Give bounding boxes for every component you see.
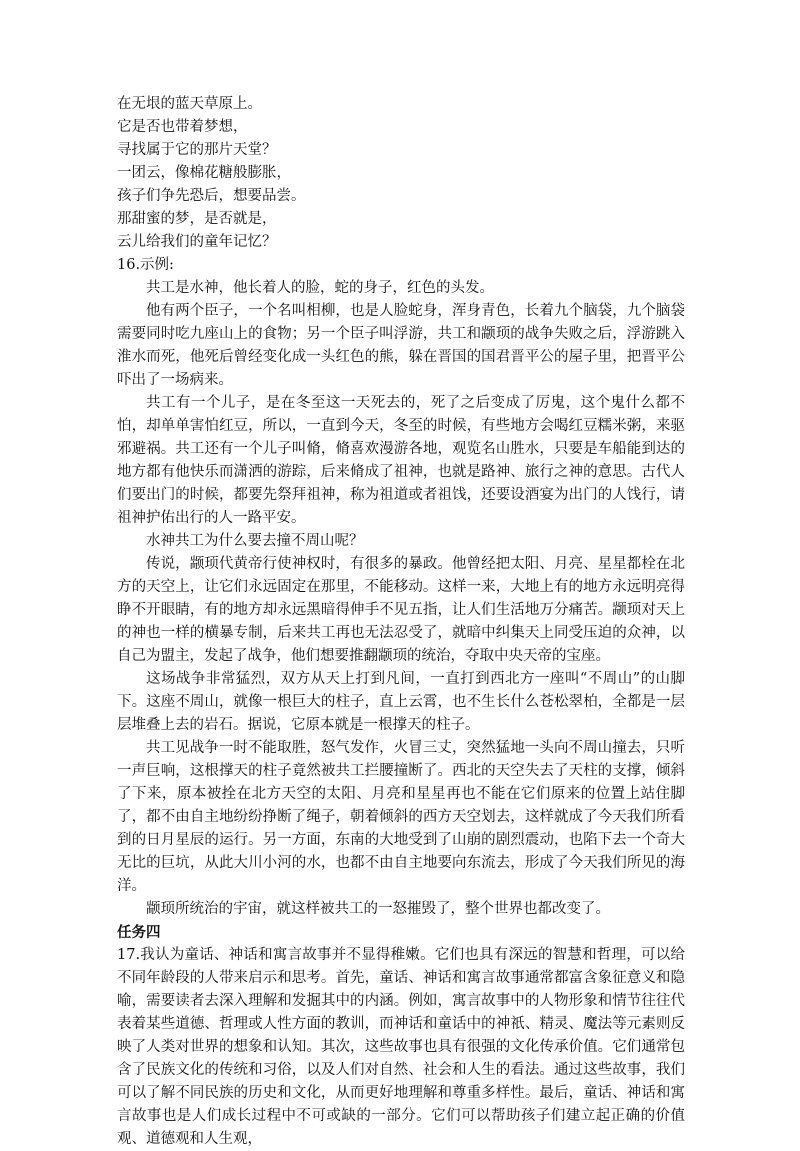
paragraph: 他有两个臣子，一个名叫相柳，也是人脸蛇身，浑身青色，长着九个脑袋，九个脑袋需要同时吃九座山上的食物；另一个臣子叫浮游，共工和颛顼的战争失败之后，浮游跳入淮水而死，他死后曾经变化成一头红色的熊，躲在晋国的国君晋平公的屋子里，把晋平公吓出了一场病来。 [117,303,685,388]
poem-line: 孩子们争先恐后，想要品尝。 [117,188,306,204]
paragraph: 水神共工为什么要去撞不周山呢？ [146,533,364,549]
question-16 [117,254,685,921]
paragraph: 共工有一个儿子，是在冬至这一天死去的，死了之后变成了厉鬼，这个鬼什么都不怕，却单单害怕红豆，所以，一直到今天，冬至的时候，有些地方会喝红豆糯米粥，来驱邪避祸。共工还有一个儿子叫脩，脩喜欢漫游各地，观览名山胜水，只要是车船能到达的地方都有他快乐而潇洒的游踪，后来脩成了祖神，也就是路神、旅行之神的意思。古代人们要出门的时候，都要先祭拜祖神，称为祖道或者祖饯，还要设酒宴为出门的人饯行，请祖神护佑出行的人一路平安。 [117,395,685,526]
poem [117,93,685,254]
paragraph: 传说，颛顼代黄帝行使神权时，有很多的暴政。他曾经把太阳、月亮、星星都栓在北方的天空上，让它们永远固定在那里，不能移动。这样一来，大地上有的地方永远明亮得睁不开眼睛，有的地方却永远黑暗得伸手不见五指，让人们生活地万分痛苦。颛顼对天上的神也一样的横暴专制，后来共工再也无法忍受了，就暗中纠集天上同受压迫的众神，以自己为盟主，发起了战争，他们想要推翻颛顼的统治，夺取中央天帝的宝座。 [117,556,685,664]
question-16-label: 16.示例: [117,257,174,273]
poem-line: 云儿给我们的童年记忆？ [117,234,277,250]
paragraph: 这场战争非常猛烈，双方从天上打到凡间，一直打到西北方一座叫“不周山”的山脚下。这座不周山，就像一根巨大的柱子，直上云霄，也不生长什么苍松翠柏，全都是一层层堆叠上去的岩石。据说，它原本就是一根撑天的柱子。 [117,671,685,733]
poem-line: 在无垠的蓝天草原上。 [117,96,262,112]
task-4 [117,921,685,1151]
document-page [117,93,685,1151]
paragraph: 共工见战争一时不能取胜，怒气发作，火冒三丈，突然猛地一头向不周山撞去，只听一声巨响，这根撑天的柱子竟然被共工拦腰撞断了。西北的天空失去了天柱的支撑，倾斜了下来，原本被拴在北方天空的太阳、月亮和星星再也不能在它们原来的位置上站住脚了，都不由自主地纷纷挣断了绳子，朝着倾斜的西方天空划去，这样就成了今天我们所看到的日月星辰的运行。另一方面，东南的大地受到了山崩的剧烈震动，也陷下去一个奇大无比的巨坑，从此大川小河的水，也都不由自主地要向东流去，形成了今天我们所见的海洋。 [117,740,685,894]
task-4-heading: 任务四 [117,924,161,941]
poem-line: 那甜蜜的梦，是否就是， [117,211,277,227]
poem-line: 它是否也带着梦想， [117,119,248,135]
paragraph: 颛顼所统治的宇宙，就这样被共工的一怒摧毁了，整个世界也都改变了。 [146,901,610,917]
question-17-answer: 17.我认为童话、神话和寓言故事并不显得稚嫩。它们也具有深远的智慧和哲理，可以给不同年龄段的人带来启示和思考。首先，童话、神话和寓言故事通常都富含象征意义和隐喻，需要读者去深入理解和发掘其中的内涵。例如，寓言故事中的人物形象和情节往往代表着某些道德、哲理或人性方面的教训，而神话和童话中的神祇、精灵、魔法等元素则反映了人类对世界的想象和认知。其次，这些故事也具有很强的文化传承价值。它们通常包含了民族文化的传统和习俗，以及人们对自然、社会和人生的看法。通过这些故事，我们可以了解不同民族的历史和文化，从而更好地理解和尊重多样性。最后，童话、神话和寓言故事也是人们成长过程中不可或缺的一部分。它们可以帮助孩子们建立起正确的价值观、道德观和人生观， [117,947,685,1147]
poem-line: 寻找属于它的那片天堂？ [117,142,277,158]
poem-line: 一团云，像棉花糖般膨胀， [117,165,291,181]
paragraph: 共工是水神，他长着人的脸，蛇的身子，红色的头发。 [146,280,494,296]
